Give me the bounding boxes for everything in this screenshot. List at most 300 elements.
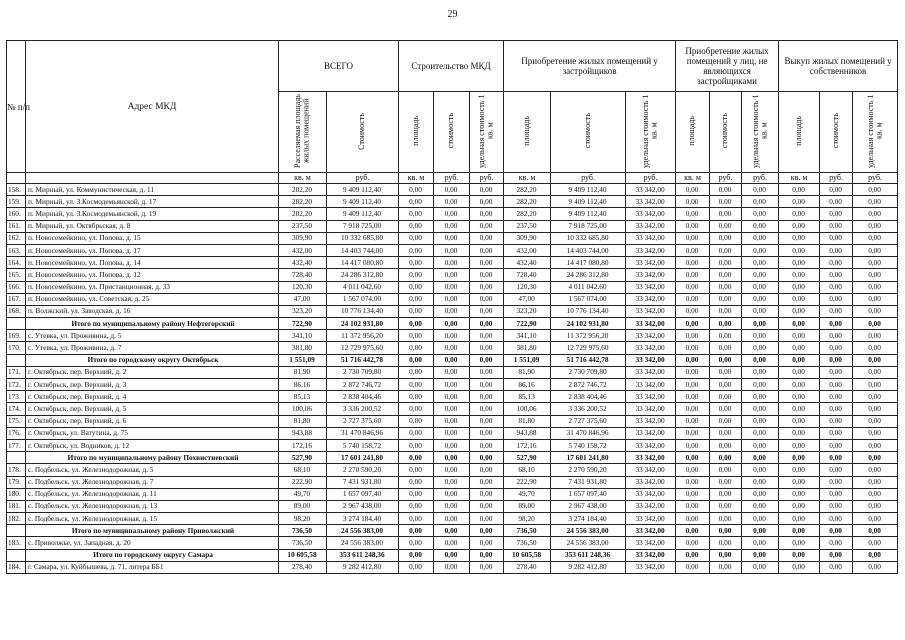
row-value: 2 967 438,00 [551,500,626,512]
row-value: 0,00 [470,184,504,196]
row-value: 3 336 200,52 [551,403,626,415]
row-value: 0,00 [470,391,504,403]
row-value: 0,00 [853,342,898,354]
table-row [7,208,898,220]
table-row [7,281,898,293]
row-value: 33 342,00 [626,330,676,342]
row-value: 0,00 [710,476,742,488]
row-value: 0,00 [434,549,470,561]
row-value: 0,00 [820,354,853,366]
row-value: 0,00 [820,269,853,281]
row-value: 0,00 [742,293,779,305]
row-value: 0,00 [470,305,504,317]
row-value: 0,00 [434,305,470,317]
row-value: 17 601 241,80 [327,452,399,464]
row-value: 0,00 [853,330,898,342]
row-value: 0,00 [434,318,470,330]
row-value: 10 332 685,80 [551,232,626,244]
row-value: 33 342,00 [626,439,676,451]
row-value: 1 567 074,00 [327,293,399,305]
unit-label: руб. [551,173,626,184]
table-row-subtotal [7,318,898,330]
row-value: 33 342,00 [626,403,676,415]
row-value: 47,00 [504,293,551,305]
unit-label: руб. [820,173,853,184]
row-value: 33 342,00 [626,537,676,549]
row-number: 164. [7,257,26,269]
row-value: 0,00 [779,379,820,391]
row-value: 0,00 [853,354,898,366]
row-value: 353 611 248,36 [551,549,626,561]
row-value: 722,90 [504,318,551,330]
unit-label: кв. м [676,173,710,184]
row-value: 0,00 [399,354,434,366]
row-value: 0,00 [676,415,710,427]
row-value: 0,00 [676,293,710,305]
row-value: 0,00 [676,427,710,439]
row-value: 0,00 [710,561,742,573]
row-value: 282,20 [504,208,551,220]
header-sub-cost: стоимость [434,92,470,173]
row-value: 0,00 [710,208,742,220]
unit-label: руб. [626,173,676,184]
row-value: 341,10 [504,330,551,342]
row-value: 9 409 112,40 [551,196,626,208]
row-value: 0,00 [779,391,820,403]
page-number: 29 [447,9,458,20]
row-value: 0,00 [676,476,710,488]
row-value: 51 716 442,78 [327,354,399,366]
row-value: 0,00 [853,561,898,573]
row-value: 0,00 [676,354,710,366]
table-row [7,476,898,488]
row-value: 0,00 [399,549,434,561]
row-value: 282,20 [279,196,327,208]
row-value: 0,00 [434,342,470,354]
row-value: 722,90 [279,318,327,330]
row-value: 2 872 746,72 [327,379,399,391]
row-value: 98,20 [279,513,327,525]
row-value: 0,00 [779,330,820,342]
row-value: 33 342,00 [626,318,676,330]
row-value: 0,00 [399,500,434,512]
row-value: 432,40 [279,257,327,269]
row-value: 0,00 [434,452,470,464]
row-value: 0,00 [742,500,779,512]
row-address: г. Октябрьск, пер. Верхний, д. 2 [26,366,279,378]
row-value: 0,00 [470,244,504,256]
row-value: 10 605,58 [279,549,327,561]
row-value: 0,00 [399,427,434,439]
row-value: 0,00 [853,257,898,269]
row-value: 10 776 134,40 [327,305,399,317]
row-value: 33 342,00 [626,342,676,354]
row-value: 0,00 [820,293,853,305]
row-value: 0,00 [399,379,434,391]
row-value: 0,00 [434,561,470,573]
row-value: 0,00 [742,354,779,366]
table-row [7,366,898,378]
header-group-developer: Приобретение жилых помещений у застройщиков [504,41,676,92]
row-address: с. Утевка, ул. Проживина, д. 5 [26,330,279,342]
row-value: 0,00 [470,220,504,232]
row-value: 0,00 [434,293,470,305]
row-value: 0,00 [710,391,742,403]
row-value: 33 342,00 [626,220,676,232]
row-value: 432,40 [504,257,551,269]
unit-label: руб. [327,173,399,184]
row-value: 4 011 042,60 [327,281,399,293]
row-number: 180. [7,488,26,500]
row-value: 33 342,00 [626,232,676,244]
row-value: 0,00 [820,537,853,549]
row-value: 282,20 [279,184,327,196]
row-value: 86,16 [504,379,551,391]
row-value: 0,00 [434,415,470,427]
row-value: 0,00 [742,439,779,451]
row-value: 0,00 [676,244,710,256]
row-value: 0,00 [742,208,779,220]
row-number: 160. [7,208,26,220]
row-value: 323,20 [504,305,551,317]
row-number: 173. [7,391,26,403]
table-row [7,305,898,317]
row-value: 2 838 404,46 [327,391,399,403]
row-value: 0,00 [470,354,504,366]
row-number: 175. [7,415,26,427]
row-value: 4 011 042,60 [551,281,626,293]
row-value: 7 918 725,00 [551,220,626,232]
row-value: 282,20 [504,196,551,208]
header-group-non-developer: Приобретение жилых помещений у лиц, не являющихся застройщиками [676,41,779,92]
row-value: 222,90 [504,476,551,488]
row-value: 0,00 [710,366,742,378]
row-number: 183. [7,537,26,549]
row-value: 5 740 158,72 [551,439,626,451]
header-sub-area: площадь [779,92,820,173]
row-address: п. Мирный, ул. Октябрьская, д. 8 [26,220,279,232]
row-address: с. Подбельск, ул. Железнодорожная, д. 11 [26,488,279,500]
row-address: п. Новосемейкино, ул. Советская, д. 25 [26,293,279,305]
header-group-buyout: Выкуп жилых помещений у собственников [779,41,898,92]
row-address: г. Октябрьск, ул. Водников, д. 12 [26,439,279,451]
row-value: 0,00 [399,439,434,451]
row-value: 0,00 [434,500,470,512]
header-group-construction: Строительство МКД [399,41,504,92]
row-value: 0,00 [676,257,710,269]
row-value: 736,50 [504,537,551,549]
row-value: 0,00 [779,366,820,378]
unit-label: руб. [853,173,898,184]
row-value: 31 470 846,96 [551,427,626,439]
row-value: 0,00 [853,415,898,427]
row-value: 0,00 [742,427,779,439]
row-value: 0,00 [779,257,820,269]
row-value: 0,00 [853,305,898,317]
row-value: 0,00 [820,452,853,464]
row-value: 47,00 [279,293,327,305]
row-value: 0,00 [470,488,504,500]
row-value: 0,00 [742,220,779,232]
header-address: Адрес МКД [26,41,279,173]
row-value: 0,00 [710,439,742,451]
row-value: 24 556 383,00 [327,525,399,537]
row-value: 0,00 [470,525,504,537]
row-value: 0,00 [853,196,898,208]
row-address: с. Подбельск, ул. Железнодорожная, д. 5 [26,464,279,476]
row-value: 33 342,00 [626,525,676,537]
table-row [7,500,898,512]
row-value: 0,00 [470,476,504,488]
row-value: 0,00 [820,196,853,208]
row-value: 24 286 312,80 [327,269,399,281]
row-address: с. Подбельск, ул. Железнодорожная, д. 15 [26,513,279,525]
table-body [7,184,898,574]
row-value: 0,00 [399,220,434,232]
row-value: 0,00 [710,281,742,293]
row-address: г. Октябрьск, пер. Верхний, д. 5 [26,403,279,415]
row-value: 98,20 [504,513,551,525]
row-value: 0,00 [779,476,820,488]
table-row [7,513,898,525]
row-value: 0,00 [742,366,779,378]
row-value: 9 409 112,40 [551,184,626,196]
row-value: 0,00 [434,244,470,256]
row-value: 0,00 [710,500,742,512]
row-number: 169. [7,330,26,342]
header-sub-unit-cost: удельная стоимость 1 кв. м [626,92,676,173]
row-value: 0,00 [779,427,820,439]
row-number: 161. [7,220,26,232]
row-value: 0,00 [399,525,434,537]
row-value: 0,00 [820,220,853,232]
row-number [7,549,26,561]
row-value: 0,00 [820,549,853,561]
row-value: 1 551,09 [504,354,551,366]
row-value: 0,00 [779,208,820,220]
row-value: 2 872 746,72 [551,379,626,391]
row-value: 0,00 [399,244,434,256]
row-value: 11 372 956,20 [551,330,626,342]
row-value: 0,00 [779,196,820,208]
row-value: 0,00 [399,257,434,269]
row-value: 0,00 [434,379,470,391]
row-value: 0,00 [470,342,504,354]
row-number: 159. [7,196,26,208]
mkd-resettlement-table [6,40,898,574]
row-value: 0,00 [710,318,742,330]
row-value: 0,00 [710,549,742,561]
row-value: 33 342,00 [626,281,676,293]
row-value: 0,00 [676,269,710,281]
row-value: 0,00 [779,415,820,427]
row-value: 33 342,00 [626,208,676,220]
row-value: 1 551,09 [279,354,327,366]
row-number: 163. [7,244,26,256]
table-row [7,184,898,196]
row-value: 100,06 [504,403,551,415]
row-value: 14 403 744,00 [551,244,626,256]
row-value: 0,00 [853,427,898,439]
unit-label: кв. м [779,173,820,184]
table-row [7,232,898,244]
row-value: 0,00 [853,464,898,476]
row-value: 0,00 [676,549,710,561]
unit-label: кв. м [279,173,327,184]
row-value: 0,00 [853,244,898,256]
row-value: 0,00 [853,220,898,232]
row-value: 0,00 [820,342,853,354]
row-value: 7 918 725,00 [327,220,399,232]
row-value: 2 730 709,80 [327,366,399,378]
row-value: 10 332 685,80 [327,232,399,244]
row-value: 0,00 [779,488,820,500]
row-value: 0,00 [470,330,504,342]
row-value: 0,00 [820,488,853,500]
row-value: 341,10 [279,330,327,342]
table-row [7,403,898,415]
row-address: Итого по муниципальному району Нефтегорский [26,318,279,330]
table-row [7,439,898,451]
row-value: 24 556 383,00 [551,537,626,549]
row-value: 0,00 [676,488,710,500]
row-value: 0,00 [779,232,820,244]
table-row [7,427,898,439]
header-sub-area: площадь [676,92,710,173]
row-value: 33 342,00 [626,488,676,500]
row-value: 85,13 [504,391,551,403]
row-value: 0,00 [399,464,434,476]
row-value: 0,00 [434,439,470,451]
row-value: 7 431 931,80 [551,476,626,488]
row-address: Итого по городскому округу Октябрьск [26,354,279,366]
row-value: 0,00 [399,196,434,208]
row-value: 0,00 [853,488,898,500]
row-value: 0,00 [399,208,434,220]
row-value: 2 967 438,00 [327,500,399,512]
row-value: 0,00 [853,500,898,512]
row-value: 0,00 [470,318,504,330]
table-row [7,330,898,342]
row-address: с. Приволжье, ул. Западная, д. 20 [26,537,279,549]
row-number: 170. [7,342,26,354]
header-total-area: Расселяемая площадь жилых помещений [279,92,327,173]
row-value: 0,00 [676,391,710,403]
row-value: 86,16 [279,379,327,391]
row-value: 0,00 [742,391,779,403]
row-value: 0,00 [470,257,504,269]
row-value: 0,00 [399,232,434,244]
row-value: 943,88 [279,427,327,439]
row-number: 165. [7,269,26,281]
row-value: 33 342,00 [626,269,676,281]
row-address: п. Мирный, ул. З.Космодемьянской, д. 19 [26,208,279,220]
header-sub-cost: стоимость [820,92,853,173]
row-value: 736,50 [504,525,551,537]
row-value: 0,00 [742,281,779,293]
row-value: 0,00 [820,561,853,573]
row-value: 0,00 [676,379,710,391]
row-value: 0,00 [710,537,742,549]
row-value: 81,80 [504,415,551,427]
row-value: 2 838 404,46 [551,391,626,403]
row-value: 0,00 [820,379,853,391]
row-value: 0,00 [434,366,470,378]
row-value: 0,00 [820,281,853,293]
row-value: 24 556 383,00 [327,537,399,549]
row-value: 0,00 [434,232,470,244]
row-value: 0,00 [434,488,470,500]
row-value: 0,00 [853,379,898,391]
row-value: 0,00 [434,196,470,208]
row-value: 0,00 [434,330,470,342]
row-value: 33 342,00 [626,293,676,305]
row-address: Итого по муниципальному району Похвистневский [26,452,279,464]
row-value: 14 417 080,80 [551,257,626,269]
header-sub-unit-cost: удельная стоимость 1 кв. м [470,92,504,173]
unit-label: кв. м [399,173,434,184]
row-value: 33 342,00 [626,452,676,464]
unit-label: руб. [434,173,470,184]
row-value: 381,80 [504,342,551,354]
row-address: п. Новосемейкино, ул. Пристанционная, д. 33 [26,281,279,293]
row-value: 0,00 [820,366,853,378]
row-value: 0,00 [434,257,470,269]
row-value: 0,00 [742,196,779,208]
row-value: 0,00 [676,232,710,244]
row-value: 0,00 [470,537,504,549]
row-value: 0,00 [710,452,742,464]
row-number [7,318,26,330]
table-row-subtotal [7,354,898,366]
row-value: 0,00 [779,500,820,512]
row-value: 0,00 [820,476,853,488]
row-value: 0,00 [470,561,504,573]
row-value: 0,00 [676,366,710,378]
row-value: 0,00 [742,305,779,317]
row-value: 7 431 931,80 [327,476,399,488]
row-value: 0,00 [470,403,504,415]
row-value: 33 342,00 [626,500,676,512]
row-value: 0,00 [853,513,898,525]
row-value: 0,00 [853,366,898,378]
row-value: 0,00 [853,293,898,305]
row-address: с. Подбельск, ул. Железнодорожная, д. 7 [26,476,279,488]
row-value: 0,00 [779,464,820,476]
row-value: 0,00 [710,330,742,342]
row-address: п. Мирный, ул. З.Космодемьянской, д. 17 [26,196,279,208]
row-address: п. Новосемейкино, ул. Попова, д. 12 [26,269,279,281]
row-value: 943,88 [504,427,551,439]
table-row [7,196,898,208]
unit-label: кв. м [504,173,551,184]
row-value: 0,00 [676,464,710,476]
row-value: 0,00 [434,281,470,293]
row-value: 0,00 [779,305,820,317]
table-row [7,293,898,305]
row-value: 49,70 [504,488,551,500]
row-value: 0,00 [779,549,820,561]
row-value: 11 372 956,20 [327,330,399,342]
row-value: 0,00 [434,427,470,439]
row-address: п. Новосемейкино, ул. Попова, д. 17 [26,244,279,256]
row-value: 0,00 [742,537,779,549]
table-header [7,41,898,184]
row-value: 68,10 [279,464,327,476]
row-value: 0,00 [470,366,504,378]
row-value: 33 342,00 [626,464,676,476]
row-value: 0,00 [399,318,434,330]
